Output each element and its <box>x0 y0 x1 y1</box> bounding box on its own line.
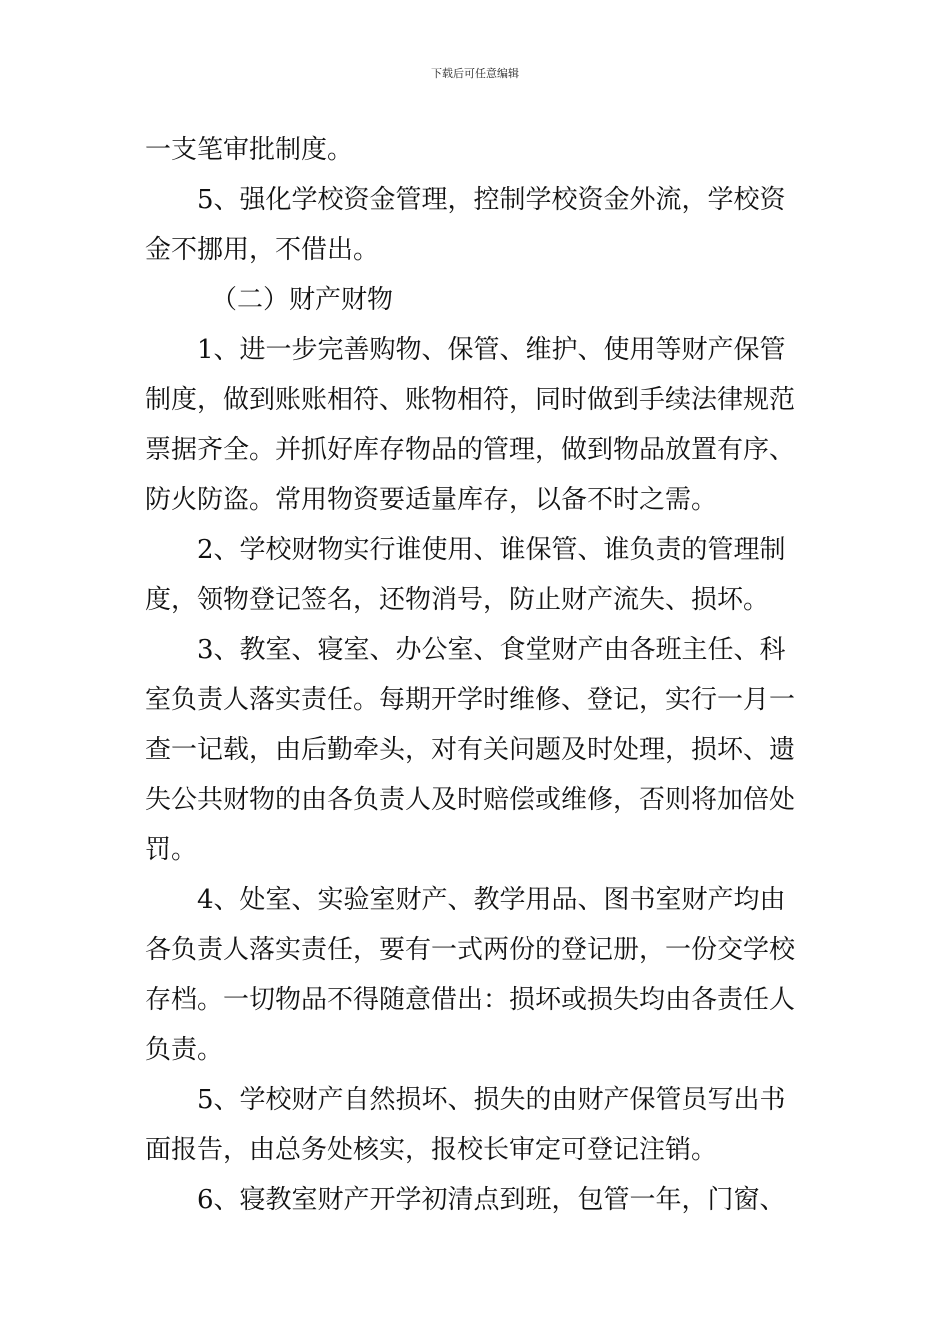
text-line: 制度，做到账账相符、账物相符，同时做到手续法律规范 <box>145 385 796 415</box>
text-line: 存档。一切物品不得随意借出：损坏或损失均由各责任人 <box>145 985 796 1015</box>
paragraph-start-line: 4、处室、实验室财产、教学用品、图书室财产均由 <box>197 885 786 915</box>
section-heading: （二）财产财物 <box>211 285 394 315</box>
paragraph-start-line: 2、学校财物实行谁使用、谁保管、谁负责的管理制 <box>197 535 786 565</box>
page-header: 下载后可任意编辑 <box>431 67 519 80</box>
document-body <box>145 125 807 1225</box>
text-line: 一支笔审批制度。 <box>145 135 354 165</box>
text-line: 负责。 <box>145 1035 224 1065</box>
text-line: 查一记载，由后勤牵头，对有关问题及时处理，损坏、遗 <box>145 735 796 765</box>
paragraph-start-line: 1、进一步完善购物、保管、维护、使用等财产保管 <box>197 335 786 365</box>
text-line: 防火防盗。常用物资要适量库存，以备不时之需。 <box>145 485 718 515</box>
text-line: 室负责人落实责任。每期开学时维修、登记，实行一月一 <box>145 685 796 715</box>
paragraph-start-line: 5、学校财产自然损坏、损失的由财产保管员写出书 <box>197 1085 786 1115</box>
text-line: 失公共财物的由各负责人及时赔偿或维修，否则将加倍处 <box>145 785 796 815</box>
text-line: 金不挪用，不借出。 <box>145 235 380 265</box>
text-line: 各负责人落实责任，要有一式两份的登记册，一份交学校 <box>145 935 796 965</box>
text-line: 面报告，由总务处核实，报校长审定可登记注销。 <box>145 1135 718 1165</box>
text-line: 罚。 <box>145 835 198 865</box>
paragraph-start-line: 6、寝教室财产开学初清点到班，包管一年，门窗、 <box>197 1185 786 1215</box>
text-line: 度，领物登记签名，还物消号，防止财产流失、损坏。 <box>145 585 770 615</box>
paragraph-start-line: 3、教室、寝室、办公室、食堂财产由各班主任、科 <box>197 635 786 665</box>
text-line: 票据齐全。并抓好库存物品的管理，做到物品放置有序、 <box>145 435 796 465</box>
paragraph-start-line: 5、强化学校资金管理，控制学校资金外流，学校资 <box>197 185 786 215</box>
